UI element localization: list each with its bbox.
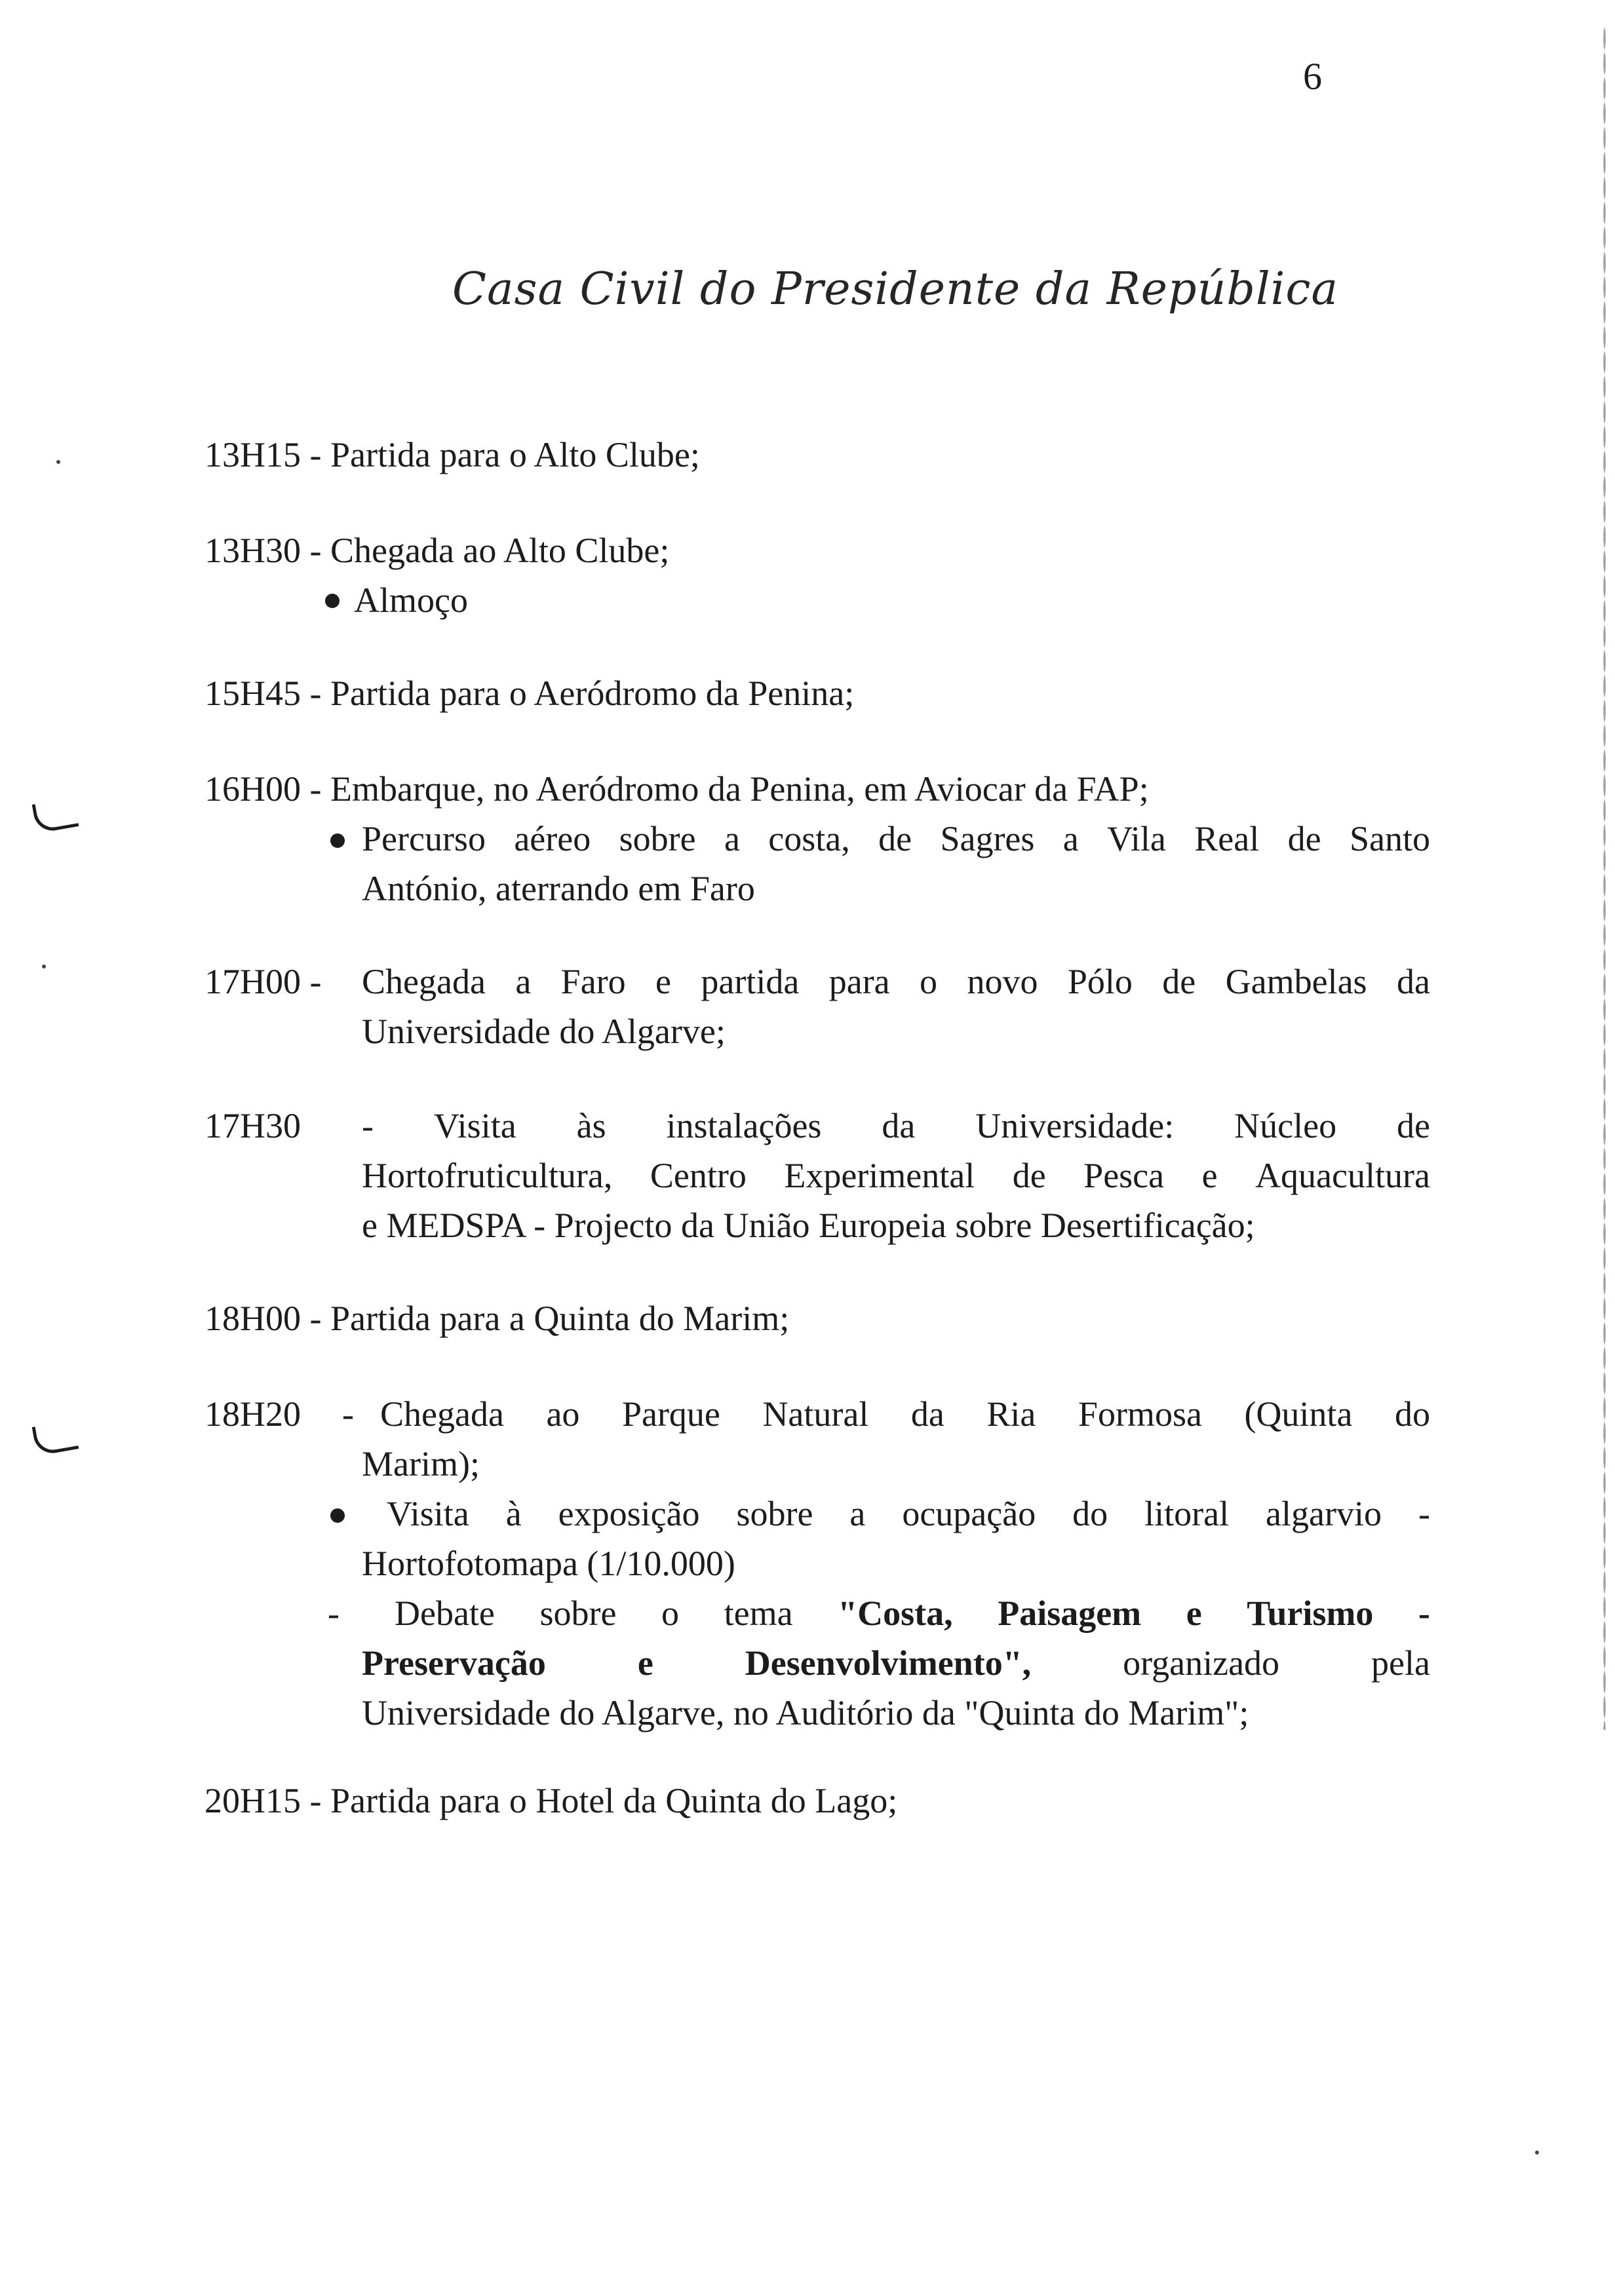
entry-text-line: Hortofruticultura, Centro Experimental de Pesca e Aquacultura [362, 1156, 1430, 1195]
margin-mark [32, 797, 79, 834]
margin-mark [32, 1420, 79, 1457]
entry-text: Chegada ao Alto Clube; [330, 531, 670, 570]
entry-time: 18H00 - Partida para a Quinta do Marim; [204, 1299, 790, 1338]
bullet-text-line: Visita à exposição sobre a ocupação do litoral algarvio - [387, 1494, 1430, 1533]
letterhead: Casa Civil do Presidente da República [452, 263, 1339, 315]
bullet-text-line: Percurso aéreo sobre a costa, de Sagres a Vila Real de Santo [362, 819, 1430, 858]
entry-text-line: e MEDSPA - Projecto da União Europeia sobre Desertificação; [362, 1206, 1255, 1245]
entry-time: 17H00 - [204, 962, 322, 1001]
entry-text: Partida para o Hotel da Quinta do Lago; [330, 1781, 898, 1820]
dash-text-line: Preservação e Desenvolvimento", organizado pela [362, 1643, 1430, 1683]
dash-text-line: Universidade do Algarve, no Auditório da "Quinta do Marim"; [362, 1693, 1249, 1732]
scan-speck [56, 460, 60, 464]
dash-text-line: Debate sobre o tema "Costa, Paisagem e Turismo - [395, 1594, 1430, 1633]
scan-speck [42, 965, 46, 968]
entry-time: 20H15 - Partida para o Hotel da Quinta do Lago; [204, 1781, 898, 1820]
bullet-text-line: António, aterrando em Faro [362, 869, 755, 908]
entry-time: 17H30 [204, 1106, 301, 1145]
entry-text-line: Chegada a Faro e partida para o novo Pólo de Gambelas da [362, 962, 1430, 1001]
entry-text: Embarque, no Aeródromo da Penina, em Aviocar da FAP; [330, 769, 1149, 809]
entry-text-line: Universidade do Algarve; [362, 1012, 726, 1051]
entry-text: Partida para o Aeródromo da Penina; [330, 674, 855, 713]
scan-noise-top [0, 0, 878, 3]
entry-text: Partida para a Quinta do Marim; [330, 1299, 790, 1338]
entry-time: 13H15 - Partida para o Alto Clube; [204, 435, 700, 474]
entry-time: 16H00 - Embarque, no Aeródromo da Penina, em Aviocar da FAP; [204, 769, 1149, 809]
bullet-text: Almoço [354, 581, 468, 620]
page-number: 6 [1303, 55, 1322, 98]
entry-time: 18H20 [204, 1394, 301, 1434]
entry-time: 13H30 - Chegada ao Alto Clube; [204, 531, 670, 570]
scan-noise-right-edge [1603, 26, 1606, 1730]
entry-text: Partida para o Alto Clube; [330, 435, 700, 474]
bullet-icon [325, 594, 340, 608]
entry-text-line: Marim); [362, 1444, 480, 1483]
entry-text-line: Chegada ao Parque Natural da Ria Formosa (Quinta do [380, 1394, 1430, 1434]
entry-text-line: - Visita às instalações da Universidade: Núcleo de [362, 1106, 1430, 1145]
entry-time: 15H45 - Partida para o Aeródromo da Penina; [204, 674, 855, 713]
dash-marker: - [328, 1594, 340, 1633]
bullet-text-line: Hortofotomapa (1/10.000) [362, 1544, 735, 1583]
bullet-icon [330, 833, 345, 848]
scan-speck [1535, 2151, 1539, 2154]
bullet-icon [330, 1508, 345, 1523]
entry-separator: - [342, 1394, 354, 1434]
